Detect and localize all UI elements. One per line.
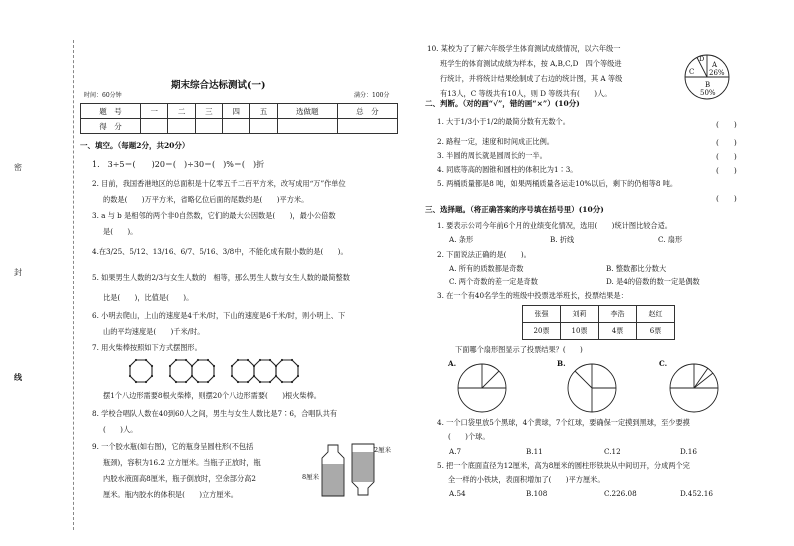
octagon-shape [192, 360, 214, 382]
score-cell: 三 [195, 104, 222, 119]
judge-1-answer[interactable]: ( ) [716, 120, 737, 129]
score-cell: 五 [250, 104, 277, 119]
question-6-line-2: 山的平均速度是( )千米/时。 [103, 327, 205, 336]
score-input[interactable] [195, 119, 222, 134]
question-10-line-2: 班学生的体育测试成绩为样本，按 A,B,C,D 四个等级进 [440, 59, 622, 68]
score-table [80, 103, 398, 134]
vote-table-counts [523, 323, 675, 340]
section-3-heading: 三、选择题。（将正确答案的序号填在括号里）(10分) [425, 205, 604, 214]
exam-time: 时间：60分钟 [84, 92, 122, 99]
score-cell: 题 号 [81, 104, 141, 119]
question-8-line-2: ( )人。 [103, 425, 138, 434]
pie-label-d: D [699, 55, 705, 63]
pie-option-a [456, 362, 508, 414]
octagon-shape [170, 360, 192, 382]
pie-label-b: B [705, 81, 711, 89]
question-1: 1. 3÷5＝( )20＝( )÷30＝( )%＝( )折 [92, 160, 265, 169]
figure-label-8cm: 8厘米 [302, 473, 320, 481]
choice-1: 1. 要表示公司今年前6个月的业绩变化情况，选用( )统计图比较合适。 [437, 221, 672, 230]
judge-1: 1. 大于1/3小于1/2的最简分数有无数个。 [437, 117, 570, 126]
vote-name: 张强 [523, 306, 561, 323]
judge-4: 4. 同底等高的圆锥和圆柱的体积比为1∶3。 [437, 165, 578, 174]
vote-count: 10票 [561, 323, 599, 340]
choice-5-option-b: B.108 [526, 489, 548, 498]
choice-5-option-a: A.54 [449, 489, 466, 498]
question-3-line-2: 是( )。 [103, 227, 138, 236]
octagon-shape [130, 360, 152, 382]
seal-label-2: 封 [14, 268, 22, 277]
octagon-shape [276, 360, 298, 382]
vote-table [522, 305, 675, 340]
choice-2-option-a: A. 所有的质数都是奇数 [449, 264, 524, 273]
question-6-line-1: 6. 小明去爬山，上山的速度是4千米/时，下山的速度是6千米/时，则小明上、下 [92, 311, 346, 320]
question-10-line-1: 10. 某校为了了解六年级学生体育测试成绩情况，以六年级一 [427, 44, 621, 53]
choice-4-line-1: 4. 一个口袋里放5个黑球，4个黄球，7个红球，要确保一定摸到黑球，至少要摸 [437, 418, 690, 427]
judge-5: 5. 两桶质量都是8 吨，如果两桶质量各运走10%以后，剩下的仍相等8 吨。 [437, 179, 678, 188]
question-9-line-1: 9. 一个胶水瓶(如右图)，它的瓶身呈圆柱形(不包括 [92, 442, 254, 451]
vote-count: 6票 [637, 323, 675, 340]
score-input[interactable] [223, 119, 250, 134]
question-9-line-3: 内胶水液面高8厘米，瓶子倒放时，空余部分高2 [103, 474, 256, 483]
choice-5-line-2: 全一样的小铁块，表面积增加了( )平方厘米。 [448, 475, 605, 484]
score-row-label: 得 分 [81, 119, 141, 134]
pie-label-a-pct: 26% [709, 69, 725, 77]
choice-2-option-b: B. 整数都比分数大 [606, 264, 667, 273]
judge-3: 3. 半圆的周长就是圆周长的一半。 [437, 151, 547, 160]
matchstick-figure [128, 357, 368, 387]
choice-4-option-b: B.11 [526, 447, 543, 456]
question-10-line-4: 有13人，C 等级共有10人，则 D 等级共有( )人。 [440, 89, 612, 98]
section-2-heading: 二、判断。（对的画“√”，错的画“×”）(10分) [425, 99, 580, 108]
vote-count: 20票 [523, 323, 561, 340]
seal-label-3: 线 [14, 372, 22, 382]
score-cell: 四 [223, 104, 250, 119]
judge-4-answer[interactable]: ( ) [716, 166, 737, 175]
score-input[interactable] [337, 119, 397, 134]
pie-label-a: A [712, 61, 718, 69]
vote-table-names [523, 306, 675, 323]
pie-option-c-label: C. [659, 359, 668, 368]
judge-2-answer[interactable]: ( ) [716, 138, 737, 147]
score-cell: 总 分 [337, 104, 397, 119]
choice-1-option-c: C. 扇形 [658, 235, 683, 244]
question-2-line-1: 2. 目前，我国香港地区的总面积是十亿零五千二百平方米，改写成用“万”作单位 [92, 179, 346, 188]
question-2-line-2: 的数是( )万平方米，省略亿位后面的尾数约是( )平方米。 [103, 195, 309, 204]
figure-label-2cm: 2厘米 [374, 446, 392, 454]
question-7: 7. 用火柴棒按照如下方式摆图形。 [92, 343, 202, 352]
choice-4-option-c: C.12 [604, 447, 621, 456]
question-5-line-1: 5. 如果男生人数的2/3与女生人数的 相等，那么男生人数与女生人数的最简整数 [92, 273, 350, 282]
vote-name: 赵红 [637, 306, 675, 323]
pie-option-b-label: B. [557, 359, 566, 368]
choice-4-option-d: D.16 [680, 447, 697, 456]
upright-bottle-liquid [323, 464, 344, 496]
pie-label-b-pct: 50% [700, 89, 716, 97]
choice-2: 2. 下面说法正确的是( )。 [437, 250, 531, 259]
choice-2-option-d: D. 是4的倍数的数一定是偶数 [606, 277, 700, 286]
pie-label-c: C [689, 68, 695, 76]
question-5-line-2: 比是( )，比值是( )。 [103, 293, 194, 302]
judge-3-answer[interactable]: ( ) [716, 152, 737, 161]
pie-option-b [566, 362, 618, 414]
question-10-line-3: 行统计，并将统计结果绘制成了右边的统计图，其 A 等级 [440, 74, 623, 83]
score-cell: 选做题 [277, 104, 337, 119]
judge-2: 2. 路程一定，速度和时间成正比例。 [437, 137, 554, 146]
pie-option-c [668, 362, 720, 414]
choice-2-option-c: C. 两个奇数的差一定是奇数 [449, 277, 538, 286]
question-7-line-2: 摆1个八边形需要8根火柴棒，则摆20个八边形需要( )根火柴棒。 [103, 391, 321, 400]
seal-dashed-line [73, 40, 74, 530]
question-9-line-2: 瓶颈)，容积为16.2 立方厘米。当瓶子正放时，瓶 [103, 458, 261, 467]
vote-count: 4票 [599, 323, 637, 340]
choice-1-option-b: B. 折线 [550, 235, 575, 244]
choice-5-option-d: D.452.16 [680, 489, 713, 498]
score-input[interactable] [168, 119, 195, 134]
choice-5-option-c: C.226.08 [604, 489, 637, 498]
score-input[interactable] [141, 119, 168, 134]
question-9-line-4: 厘米。瓶内胶水的体积是( )立方厘米。 [103, 490, 238, 499]
choice-5-line-1: 5. 把一个底面直径为12厘米，高为8厘米的圆柱形铁块从中间切开，分成两个完 [437, 461, 690, 470]
score-table-header-row [81, 104, 398, 119]
choice-4-line-2: ( )个球。 [448, 432, 490, 441]
vote-name: 刘莉 [561, 306, 599, 323]
choice-1-option-a: A. 条形 [449, 235, 474, 244]
question-3-line-1: 3. a 与 b 是相邻的两个非0自然数，它们的最大公因数是( )，最小公倍数 [92, 211, 336, 220]
score-cell: 二 [168, 104, 195, 119]
score-input[interactable] [250, 119, 277, 134]
pie-option-a-label: A. [448, 359, 457, 368]
octagon-shape [254, 360, 276, 382]
exam-full-score: 满分：100分 [354, 92, 390, 99]
score-table-score-row [81, 119, 398, 134]
score-input[interactable] [277, 119, 337, 134]
choice-4-option-a: A.7 [449, 447, 462, 456]
choice-3-question: 下面哪个扇形图显示了投票结果？( ) [455, 345, 583, 354]
judge-5-answer[interactable]: ( ) [716, 194, 737, 203]
score-cell: 一 [141, 104, 168, 119]
vote-name: 李浩 [599, 306, 637, 323]
choice-3: 3. 在一个有40名学生的班级中投票选举班长，投票结果是： [437, 291, 628, 300]
question-8-line-1: 8. 学校合唱队人数在40到60人之间，男生与女生人数比是7∶6，合唱队共有 [92, 409, 338, 418]
inverted-bottle-liquid [353, 452, 374, 482]
seal-label-1: 密 [14, 163, 22, 172]
question-4: 4.在3/25、5/12、13/16、6/7、5/16、3/8中，不能化成有限小数的是( )。 [92, 247, 348, 256]
exam-title: 期末综合达标测试(一) [171, 80, 266, 91]
octagon-shape [232, 360, 254, 382]
section-1-heading: 一、填空。（每题2分，共20分） [80, 141, 190, 150]
